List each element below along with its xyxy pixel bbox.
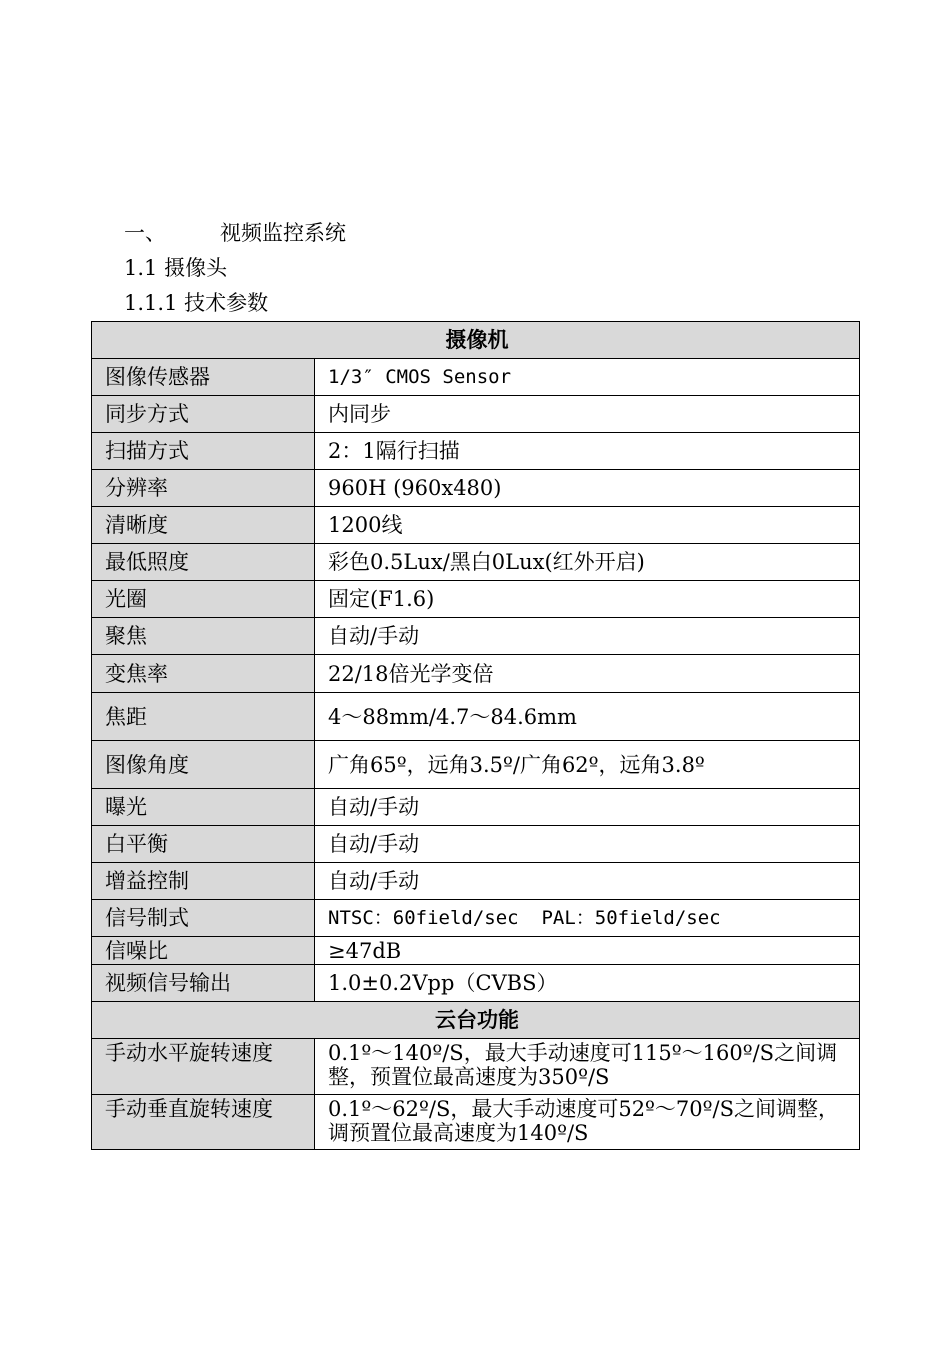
heading-title: 视频监控系统 (220, 221, 346, 245)
section-row-camera (92, 322, 860, 359)
row-label: 焦距 (92, 693, 315, 741)
row-label: 最低照度 (92, 544, 315, 581)
table-row (92, 655, 860, 693)
spec-table (91, 321, 860, 1150)
row-label: 变焦率 (92, 655, 315, 693)
section-heading-1-1-1: 1.1.1 技术参数 (124, 291, 269, 315)
row-label: 曝光 (92, 789, 315, 826)
row-label: 分辨率 (92, 470, 315, 507)
row-label: 信号制式 (92, 900, 315, 937)
row-label: 白平衡 (92, 826, 315, 863)
row-value: 0.1º～140º/S，最大手动速度可115º～160º/S之间调整，预置位最高速度为350º/S (315, 1039, 860, 1095)
row-value: 固定(F1.6) (315, 581, 860, 618)
table-row (92, 937, 860, 965)
row-value: 1/3″ CMOS Sensor (315, 359, 860, 396)
table-row (92, 396, 860, 433)
table-row (92, 507, 860, 544)
row-value: 2：1隔行扫描 (315, 433, 860, 470)
table-row (92, 544, 860, 581)
row-label: 增益控制 (92, 863, 315, 900)
table-row (92, 618, 860, 655)
table-row (92, 789, 860, 826)
row-value: 彩色0.5Lux/黑白0Lux(红外开启) (315, 544, 860, 581)
row-label: 手动水平旋转速度 (92, 1039, 315, 1095)
row-value: 1.0±0.2Vpp（CVBS） (315, 965, 860, 1002)
row-value: ≥47dB (315, 937, 860, 965)
row-value: NTSC：60field/sec PAL：50field/sec (315, 900, 860, 937)
table-row (92, 900, 860, 937)
row-value: 自动/手动 (315, 618, 860, 655)
table-row (92, 826, 860, 863)
heading-number: 一、 (124, 221, 166, 245)
row-label: 光圈 (92, 581, 315, 618)
row-label: 信噪比 (92, 937, 315, 965)
row-value: 4～88mm/4.7～84.6mm (315, 693, 860, 741)
table-row (92, 470, 860, 507)
table-row (92, 433, 860, 470)
row-label: 手动垂直旋转速度 (92, 1095, 315, 1150)
row-value: 22/18倍光学变倍 (315, 655, 860, 693)
row-value: 内同步 (315, 396, 860, 433)
row-label: 视频信号输出 (92, 965, 315, 1002)
row-label: 清晰度 (92, 507, 315, 544)
table-row (92, 581, 860, 618)
section-title-camera: 摄像机 (92, 322, 860, 359)
table-row (92, 359, 860, 396)
table-row (92, 965, 860, 1002)
table-row (92, 1039, 860, 1095)
row-label: 聚焦 (92, 618, 315, 655)
row-value: 0.1º～62º/S，最大手动速度可52º～70º/S之间调整，调预置位最高速度为140º/S (315, 1095, 860, 1150)
section-heading-1-1: 1.1 摄像头 (124, 256, 228, 280)
table-row (92, 741, 860, 789)
row-value: 960H (960x480) (315, 470, 860, 507)
table-row (92, 1095, 860, 1150)
row-value: 1200线 (315, 507, 860, 544)
table-row (92, 863, 860, 900)
row-value: 自动/手动 (315, 826, 860, 863)
row-value: 广角65º，远角3.5º/广角62º，远角3.8º (315, 741, 860, 789)
section-row-ptz (92, 1002, 860, 1039)
row-value: 自动/手动 (315, 863, 860, 900)
table-row (92, 693, 860, 741)
row-label: 图像传感器 (92, 359, 315, 396)
section-heading-1 (124, 219, 346, 247)
row-label: 同步方式 (92, 396, 315, 433)
section-title-ptz: 云台功能 (92, 1002, 860, 1039)
row-label: 扫描方式 (92, 433, 315, 470)
row-label: 图像角度 (92, 741, 315, 789)
row-value: 自动/手动 (315, 789, 860, 826)
